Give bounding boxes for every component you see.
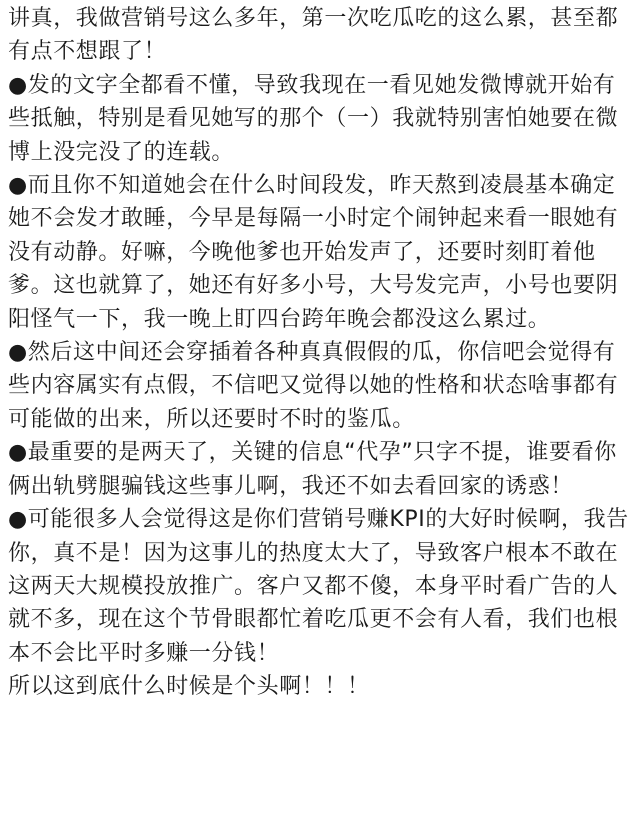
post-point-4 xyxy=(8,436,636,503)
bullet-icon: ● xyxy=(8,72,28,98)
post-closing: 所以这到底什么时候是个头啊！！！ xyxy=(8,674,370,700)
bullet-icon: ● xyxy=(8,340,28,366)
bullet-icon: ● xyxy=(8,173,28,199)
post-point-text: 最重要的是两天了，关键的信息“代孕”只字不提，谁要看你俩出轨劈腿骗钱这些事儿啊，我还不如去看回家的诱惑！ xyxy=(8,440,617,499)
post-point-5 xyxy=(8,503,636,670)
bullet-icon: ● xyxy=(8,440,28,466)
post-point-1 xyxy=(8,69,636,169)
post-point-text: 发的文字全都看不懂，导致我现在一看见她发微博就开始有些抵触，特别是看见她写的那个（一）我就特别害怕她要在微博上没完没了的连载。 xyxy=(8,72,619,165)
post-body xyxy=(8,2,636,704)
bullet-icon: ● xyxy=(8,507,28,533)
post-point-text: 可能很多人会觉得这是你们营销号赚KPI的大好时候啊，我告你，真不是！因为这事儿的热度太大了，导致客户根本不敢在这两天大规模投放推广。客户又都不傻，本身平时看广告的人就不多，现在这个节骨眼都忙着吃瓜更不会有人看，我们也根本不会比平时多赚一分钱！ xyxy=(8,507,629,666)
post-point-text: 而且你不知道她会在什么时间段发，昨天熬到凌晨基本确定她不会发才敢睡，今早是每隔一小时定个闹钟起来看一眼她有没有动静。好嘛，今晚他爹也开始发声了，还要时刻盯着他爹。这也就算了，她还有好多小号，大号发完声，小号也要阴阳怪气一下，我一晚上盯四台跨年晚会都没这么累过。 xyxy=(8,173,619,332)
post-point-text: 然后这中间还会穿插着各种真真假假的瓜，你信吧会觉得有些内容属实有点假，不信吧又觉得以她的性格和状态啥事都有可能做的出来，所以还要时不时的鉴瓜。 xyxy=(8,340,619,432)
post-point-3 xyxy=(8,336,636,436)
post-point-2 xyxy=(8,169,636,336)
post-intro: 讲真，我做营销号这么多年，第一次吃瓜吃的这么累，甚至都有点不想跟了！ xyxy=(8,6,619,65)
